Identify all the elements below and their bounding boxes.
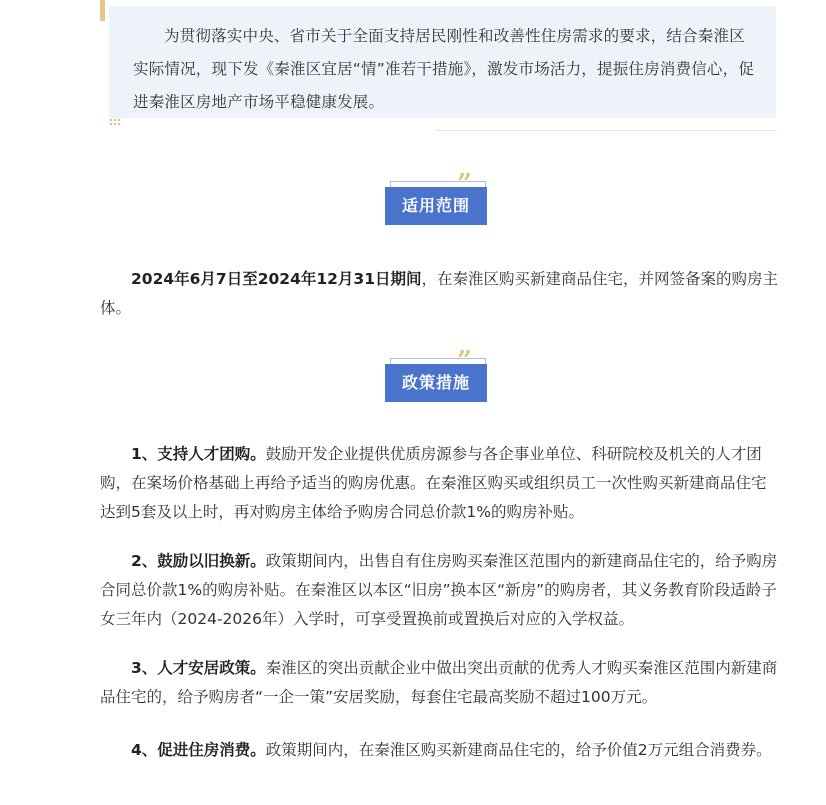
section-title-scope: 适用范围 [385,187,487,225]
measure-text: 政策期间内，出售自有住房购买秦淮区范围内的新建商品住宅的，给予购房合同总价款1%的购房补贴。在秦淮区以本区“旧房”换本区“新房”的购房者，其义务教育阶段适龄子女三年内（2024-2026年）入学时，可享受置换前或置换后对应的入学权益。 [100,552,778,628]
scope-paragraph [100,265,778,323]
measure-title: 3、人才安居政策。 [131,659,266,677]
intro-text: 为贯彻落实中央、省市关于全面支持居民刚性和改善性住房需求的要求，结合秦淮区实际情况，现下发《秦淮区宜居“情”准若干措施》，激发市场活力，提振住房消费信心，促进秦淮区房地产市场平稳健康发展。 [133,27,755,111]
measure-text: 秦淮区的突出贡献企业中做出突出贡献的优秀人才购买秦淮区范围内新建商品住宅的，给予购房者“一企一策”安居奖励，每套住宅最高奖励不超过100万元。 [100,659,778,706]
scope-text: ，在秦淮区购买新建商品住宅，并网签备案的购房主体。 [100,270,779,317]
scope-period: 2024年6月7日至2024年12月31日期间 [131,270,422,288]
measure-text: 鼓励开发企业提供优质房源参与各企事业单位、科研院校及机关的人才团购，在案场价格基础上再给予适当的购房优惠。在秦淮区购买或组织员工一次性购买新建商品住宅达到5套及以上时，再对购房主体给予购房合同总价款1%的购房补贴。 [100,445,767,521]
measure-item [100,547,778,634]
dotted-decoration [109,118,121,126]
measure-title: 1、支持人才团购。 [131,445,266,463]
measure-title: 4、促进住房消费。 [131,741,266,759]
measure-item [100,736,778,765]
quote-icon: ” [457,346,472,376]
measure-text: 政策期间内，在秦淮区购买新建商品住宅的，给予价值2万元组合消费券。 [265,741,772,759]
section-badge-scope [385,169,489,227]
measure-item [100,440,778,527]
divider-line [437,130,777,131]
quote-icon: ” [457,169,472,199]
measure-item [100,654,778,712]
measure-title: 2、鼓励以旧换新。 [131,552,266,570]
section-title-measures: 政策措施 [385,364,487,402]
section-badge-measures [385,346,489,404]
gold-corner-decoration [100,0,105,21]
intro-box [109,6,776,118]
